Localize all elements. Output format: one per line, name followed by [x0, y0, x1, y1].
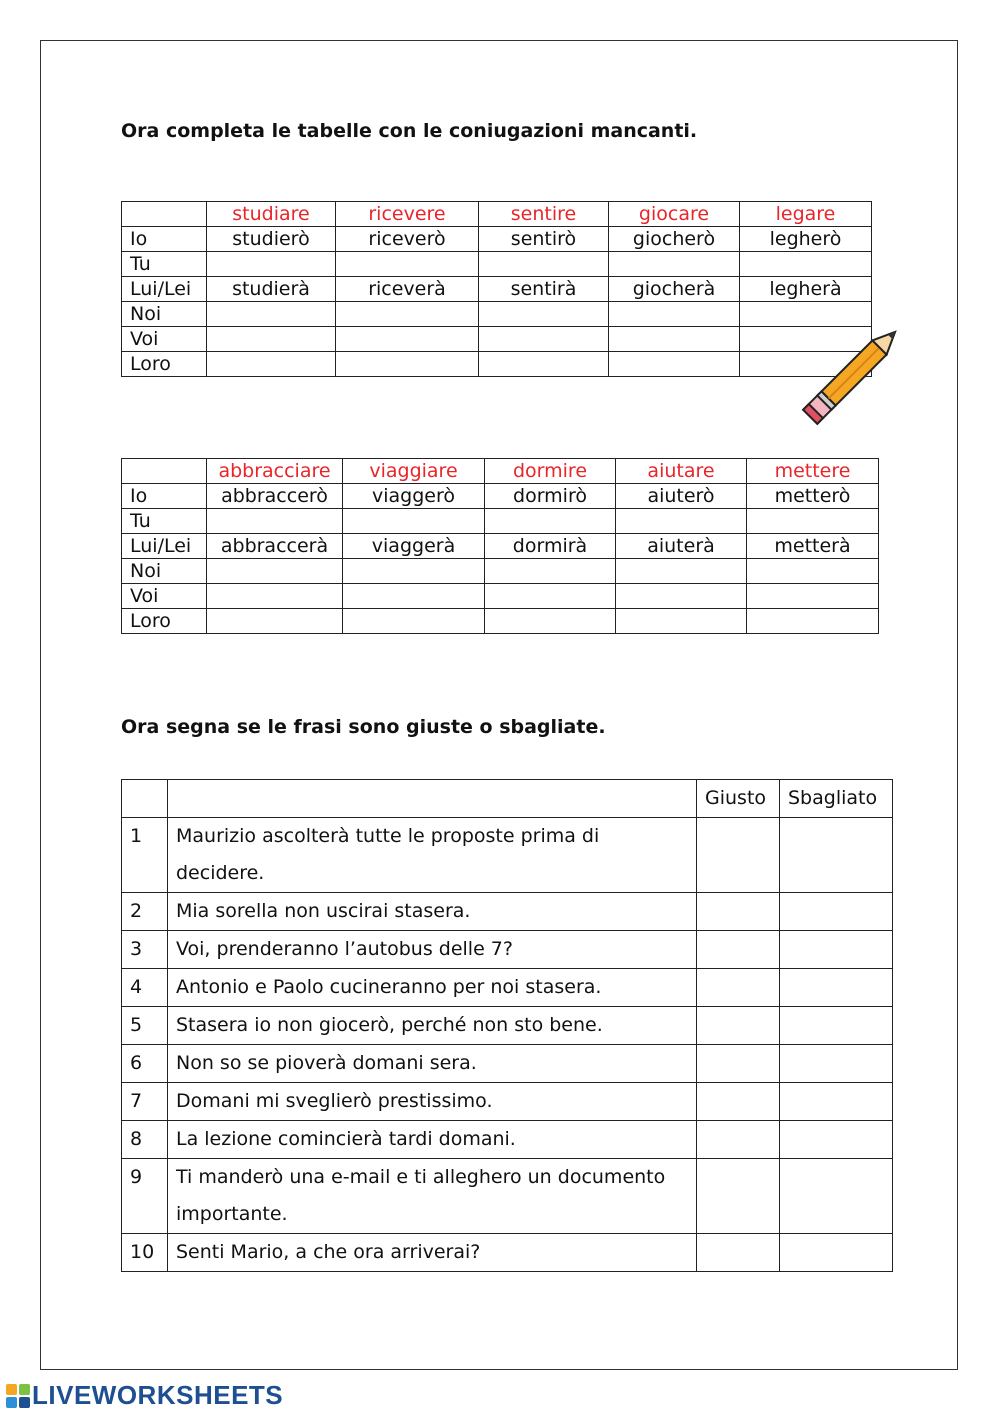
instruction-conjugation: Ora completa le tabelle con le coniugazioni mancanti.: [121, 120, 698, 142]
conjugation-cell: metterò: [747, 484, 879, 509]
quiz-row: [122, 1234, 893, 1272]
corner-cell: [122, 459, 207, 484]
answer-input-cell[interactable]: [747, 509, 879, 534]
conjugation-row: [122, 534, 879, 559]
wrong-checkbox-cell[interactable]: [780, 969, 893, 1007]
conjugation-cell: legherà: [740, 277, 872, 302]
quiz-row: [122, 1121, 893, 1159]
conjugation-row: [122, 484, 879, 509]
conjugation-cell: abbraccerà: [207, 534, 343, 559]
quiz-row: [122, 969, 893, 1007]
conjugation-cell: aiuterò: [616, 484, 747, 509]
verb-header: studiare: [207, 202, 336, 227]
correct-checkbox-cell[interactable]: [697, 1083, 780, 1121]
quiz-row: [122, 1083, 893, 1121]
answer-input-cell[interactable]: [207, 327, 336, 352]
answer-input-cell[interactable]: [485, 559, 616, 584]
conjugation-row: [122, 609, 879, 634]
wrong-checkbox-cell[interactable]: [780, 893, 893, 931]
verb-header: ricevere: [336, 202, 479, 227]
wrong-checkbox-cell[interactable]: [780, 1121, 893, 1159]
conjugation-row: [122, 584, 879, 609]
correct-checkbox-cell[interactable]: [697, 1159, 780, 1234]
answer-input-cell[interactable]: [343, 509, 485, 534]
wrong-checkbox-cell[interactable]: [780, 1159, 893, 1234]
conjugation-cell: riceverò: [336, 227, 479, 252]
answer-input-cell[interactable]: [343, 584, 485, 609]
row-number: 6: [122, 1045, 168, 1083]
sentence: Stasera io non giocerò, perché non sto bene.: [168, 1007, 697, 1045]
verb-header: viaggiare: [343, 459, 485, 484]
pronoun-cell: Voi: [122, 327, 207, 352]
liveworksheets-logo-icon: [6, 1384, 30, 1408]
pronoun-cell: Io: [122, 484, 207, 509]
pronoun-cell: Lui/Lei: [122, 534, 207, 559]
brand-name[interactable]: LIVEWORKSHEETS: [32, 1380, 284, 1410]
conjugation-cell: sentirò: [479, 227, 609, 252]
conjugation-row: [122, 509, 879, 534]
quiz-row: [122, 1045, 893, 1083]
conjugation-row: [122, 227, 872, 252]
answer-input-cell[interactable]: [336, 327, 479, 352]
row-number: 9: [122, 1159, 168, 1234]
sentence: Voi, prenderanno l’autobus delle 7?: [168, 931, 697, 969]
wrong-checkbox-cell[interactable]: [780, 931, 893, 969]
pronoun-cell: Noi: [122, 302, 207, 327]
corner-cell: [168, 780, 697, 818]
answer-input-cell[interactable]: [479, 327, 609, 352]
quiz-row: [122, 893, 893, 931]
quiz-header-row: [122, 780, 893, 818]
answer-input-cell[interactable]: [616, 559, 747, 584]
answer-input-cell[interactable]: [207, 509, 343, 534]
sentence: Domani mi sveglierò prestissimo.: [168, 1083, 697, 1121]
answer-input-cell[interactable]: [485, 509, 616, 534]
conjugation-cell: viaggerò: [343, 484, 485, 509]
answer-input-cell[interactable]: [207, 252, 336, 277]
answer-input-cell[interactable]: [343, 559, 485, 584]
answer-input-cell[interactable]: [609, 327, 740, 352]
conjugation-row: [122, 559, 879, 584]
row-number: 4: [122, 969, 168, 1007]
sentence: Non so se pioverà domani sera.: [168, 1045, 697, 1083]
correct-checkbox-cell[interactable]: [697, 818, 780, 893]
answer-input-cell[interactable]: [207, 584, 343, 609]
corner-cell: [122, 202, 207, 227]
verb-header: abbracciare: [207, 459, 343, 484]
wrong-checkbox-cell[interactable]: [780, 1234, 893, 1272]
conjugation-cell: aiuterà: [616, 534, 747, 559]
answer-input-cell[interactable]: [336, 302, 479, 327]
sentence: Maurizio ascolterà tutte le proposte prima di decidere.: [168, 818, 697, 893]
conjugation-cell: studierà: [207, 277, 336, 302]
conjugation-cell: abbraccerò: [207, 484, 343, 509]
verb-header: aiutare: [616, 459, 747, 484]
pronoun-cell: Loro: [122, 352, 207, 377]
verb-header: sentire: [479, 202, 609, 227]
pronoun-cell: Io: [122, 227, 207, 252]
answer-input-cell[interactable]: [609, 352, 740, 377]
sentence: Senti Mario, a che ora arriverai?: [168, 1234, 697, 1272]
answer-input-cell[interactable]: [343, 609, 485, 634]
row-number: 1: [122, 818, 168, 893]
answer-input-cell[interactable]: [336, 352, 479, 377]
pencil-icon: [785, 318, 910, 443]
row-number: 5: [122, 1007, 168, 1045]
wrong-checkbox-cell[interactable]: [780, 1083, 893, 1121]
conjugation-cell: riceverà: [336, 277, 479, 302]
answer-input-cell[interactable]: [609, 302, 740, 327]
conjugation-table-1: [121, 201, 872, 377]
correct-checkbox-cell[interactable]: [697, 1121, 780, 1159]
answer-input-cell[interactable]: [207, 609, 343, 634]
quiz-row: [122, 1007, 893, 1045]
conjugation-row: [122, 252, 872, 277]
wrong-checkbox-cell[interactable]: [780, 1007, 893, 1045]
column-header-correct: Giusto: [697, 780, 780, 818]
conjugation-cell: sentirà: [479, 277, 609, 302]
answer-input-cell[interactable]: [747, 559, 879, 584]
answer-input-cell[interactable]: [207, 302, 336, 327]
conjugation-cell: giocherò: [609, 227, 740, 252]
answer-input-cell[interactable]: [479, 352, 609, 377]
conjugation-cell: studierò: [207, 227, 336, 252]
conjugation-row: [122, 277, 872, 302]
quiz-row: [122, 818, 893, 893]
conjugation-table-2: [121, 458, 879, 634]
true-false-table: [121, 779, 893, 1272]
instruction-true-false: Ora segna se le frasi sono giuste o sbagliate.: [121, 716, 606, 738]
verb-header-row: [122, 202, 872, 227]
row-number: 3: [122, 931, 168, 969]
pronoun-cell: Tu: [122, 509, 207, 534]
row-number: 8: [122, 1121, 168, 1159]
correct-checkbox-cell[interactable]: [697, 1007, 780, 1045]
answer-input-cell[interactable]: [207, 559, 343, 584]
pronoun-cell: Voi: [122, 584, 207, 609]
conjugation-cell: dormirà: [485, 534, 616, 559]
verb-header: giocare: [609, 202, 740, 227]
correct-checkbox-cell[interactable]: [697, 1045, 780, 1083]
correct-checkbox-cell[interactable]: [697, 893, 780, 931]
pronoun-cell: Noi: [122, 559, 207, 584]
verb-header: dormire: [485, 459, 616, 484]
row-number: 10: [122, 1234, 168, 1272]
answer-input-cell[interactable]: [747, 609, 879, 634]
sentence: Ti manderò una e-mail e ti alleghero un documento importante.: [168, 1159, 697, 1234]
conjugation-row: [122, 327, 872, 352]
answer-input-cell[interactable]: [485, 584, 616, 609]
conjugation-row: [122, 352, 872, 377]
pronoun-cell: Loro: [122, 609, 207, 634]
conjugation-cell: viaggerà: [343, 534, 485, 559]
correct-checkbox-cell[interactable]: [697, 931, 780, 969]
conjugation-row: [122, 302, 872, 327]
wrong-checkbox-cell[interactable]: [780, 818, 893, 893]
pronoun-cell: Lui/Lei: [122, 277, 207, 302]
conjugation-cell: legherò: [740, 227, 872, 252]
liveworksheets-footer: [6, 1380, 283, 1411]
answer-input-cell[interactable]: [479, 252, 609, 277]
sentence: La lezione comincierà tardi domani.: [168, 1121, 697, 1159]
verb-header: legare: [740, 202, 872, 227]
answer-input-cell[interactable]: [616, 609, 747, 634]
conjugation-cell: giocherà: [609, 277, 740, 302]
row-number: 2: [122, 893, 168, 931]
verb-header-row: [122, 459, 879, 484]
answer-input-cell[interactable]: [616, 584, 747, 609]
answer-input-cell[interactable]: [207, 352, 336, 377]
correct-checkbox-cell[interactable]: [697, 969, 780, 1007]
quiz-row: [122, 1159, 893, 1234]
corner-cell: [122, 780, 168, 818]
answer-input-cell[interactable]: [485, 609, 616, 634]
correct-checkbox-cell[interactable]: [697, 1234, 780, 1272]
wrong-checkbox-cell[interactable]: [780, 1045, 893, 1083]
column-header-wrong: Sbagliato: [780, 780, 893, 818]
conjugation-cell: metterà: [747, 534, 879, 559]
quiz-row: [122, 931, 893, 969]
sentence: Antonio e Paolo cucineranno per noi stasera.: [168, 969, 697, 1007]
verb-header: mettere: [747, 459, 879, 484]
answer-input-cell[interactable]: [609, 252, 740, 277]
pronoun-cell: Tu: [122, 252, 207, 277]
row-number: 7: [122, 1083, 168, 1121]
answer-input-cell[interactable]: [479, 302, 609, 327]
answer-input-cell[interactable]: [747, 584, 879, 609]
sentence: Mia sorella non uscirai stasera.: [168, 893, 697, 931]
answer-input-cell[interactable]: [616, 509, 747, 534]
conjugation-cell: dormirò: [485, 484, 616, 509]
answer-input-cell[interactable]: [740, 252, 872, 277]
answer-input-cell[interactable]: [336, 252, 479, 277]
